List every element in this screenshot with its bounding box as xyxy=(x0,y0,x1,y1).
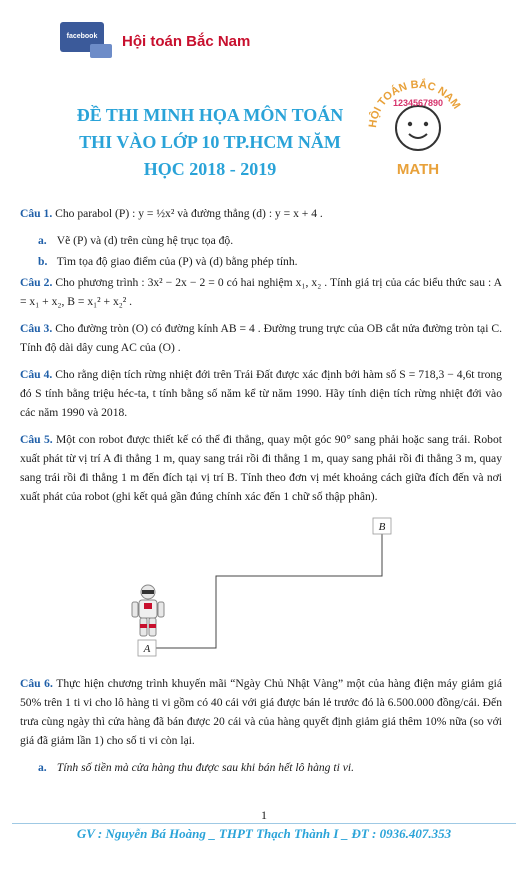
exam-title-line-2: THI VÀO LỚP 10 TP.HCM NĂM xyxy=(79,132,341,152)
smiley-left-eye xyxy=(408,122,412,126)
question-1b xyxy=(38,252,502,271)
footer-credit: GV : Nguyễn Bá Hoàng _ THPT Thạch Thành I _ ĐT : 0936.407.353 xyxy=(76,826,452,841)
brand-title: Hội toán Bắc Nam xyxy=(122,33,251,50)
smiley-mouth xyxy=(409,134,427,138)
question-6a-label: a. xyxy=(38,761,47,774)
question-4-text: Cho rằng diện tích rừng nhiệt đới trên Trái Đất được xác định bởi hàm số S = 718,3 − 4,6t trong đó S tính bằng triệu héc-ta, t tính bằng số năm kể từ năm 1990. Hãy tính diện tích rừng nhiệt đới vào các năm 1990 và 2018. xyxy=(20,368,502,419)
smiley-face xyxy=(396,106,440,150)
question-1a-text: Vẽ (P) và (d) trên cùng hệ trục tọa độ. xyxy=(56,234,234,247)
question-1b-text: Tìm tọa độ giao điểm của (P) và (d) bằng phép tính. xyxy=(56,255,298,268)
exam-title-line-1: ĐỀ THI MINH HỌA MÔN TOÁN xyxy=(76,105,344,125)
footer-divider xyxy=(12,823,516,824)
smiley-right-eye xyxy=(424,122,428,126)
question-4 xyxy=(20,365,502,422)
exam-title xyxy=(40,102,380,183)
question-2-label: Câu 2. xyxy=(20,276,53,289)
question-1a xyxy=(38,231,502,250)
question-6-text: Thực hiện chương trình khuyến mãi “Ngày Chủ Nhật Vàng” một của hàng điện máy giảm giá 50% trên 1 ti vi cho lô hàng ti vi gồm có 40 cái với giá được bán lẻ trước đó là 6.500.000 đồng/cái. Đến trưa cùng ngày thì cửa hàng đã bán được 20 cái và của hàng quyết định giảm giá thêm 10% nữa (so với giá đã giảm lần 1) cho số ti vi còn lại. xyxy=(20,677,502,747)
question-2-text: Cho phương trình : 3x² − 2x − 2 = 0 có hai nghiệm x₁, x₂ . Tính giá trị của các biểu thức sau : A = x₁ + x₂, B = x₁² + x₂² . xyxy=(20,276,503,308)
question-3 xyxy=(20,319,502,357)
facebook-badge: facebook xyxy=(60,22,104,52)
robot-path-diagram xyxy=(20,514,502,666)
question-1a-label: a. xyxy=(38,234,47,247)
point-b-label: B xyxy=(378,521,386,533)
question-6a xyxy=(38,758,502,777)
point-a-label: A xyxy=(143,643,151,655)
robot-icon xyxy=(132,585,164,636)
robot-path-line xyxy=(156,532,382,648)
robot-path-figure xyxy=(20,514,502,666)
question-1b-label: b. xyxy=(38,255,48,268)
question-6-label: Câu 6. xyxy=(20,677,53,690)
question-1-text: Cho parabol (P) : y = ½x² và đường thẳng (d) : y = x + 4 . xyxy=(55,207,323,220)
question-5 xyxy=(20,430,502,506)
question-6a-text: Tính số tiền mà cửa hàng thu được sau khi bán hết lô hàng ti vi. xyxy=(56,761,354,774)
question-5-text: Một con robot được thiết kế có thể đi thẳng, quay một góc 90° sang phải hoặc sang trái. Robot xuất phát từ vị trí A đi thẳng 1 m, quay sang trái rồi đi thẳng 1 m, quay sang phải rồi đi thẳng 3 m, quay sang trái rồi đi thẳng 1 m đến đích tại vị trí B. Tính theo đơn vị mét khoảng cách giữa đích đến và nơi xuất phát của robot (ghi kết quả gần đúng chính xác đến 1 chữ số thập phân). xyxy=(20,433,502,503)
math-logo-icon xyxy=(356,70,480,182)
exam-content xyxy=(20,204,502,779)
logo-math-word: MATH xyxy=(396,161,440,178)
question-3-text: Cho đường tròn (O) có đường kính AB = 4 . Đường trung trực của OB cắt nửa đường tròn tại C. Tính độ dài dây cung AC của (O) . xyxy=(20,322,503,354)
question-1-label: Câu 1. xyxy=(20,207,53,220)
question-6 xyxy=(20,674,502,750)
question-5-label: Câu 5. xyxy=(20,433,53,446)
page-number: 1 xyxy=(261,808,267,822)
logo-digits: 1234567890 xyxy=(392,98,444,108)
logo-arc-text: HỘI TOÁN BẮC NAM xyxy=(366,78,463,129)
question-4-label: Câu 4. xyxy=(20,368,53,381)
question-2 xyxy=(20,273,502,311)
question-1 xyxy=(20,204,502,223)
question-3-label: Câu 3. xyxy=(20,322,53,335)
exam-title-line-3: HỌC 2018 - 2019 xyxy=(143,159,277,179)
